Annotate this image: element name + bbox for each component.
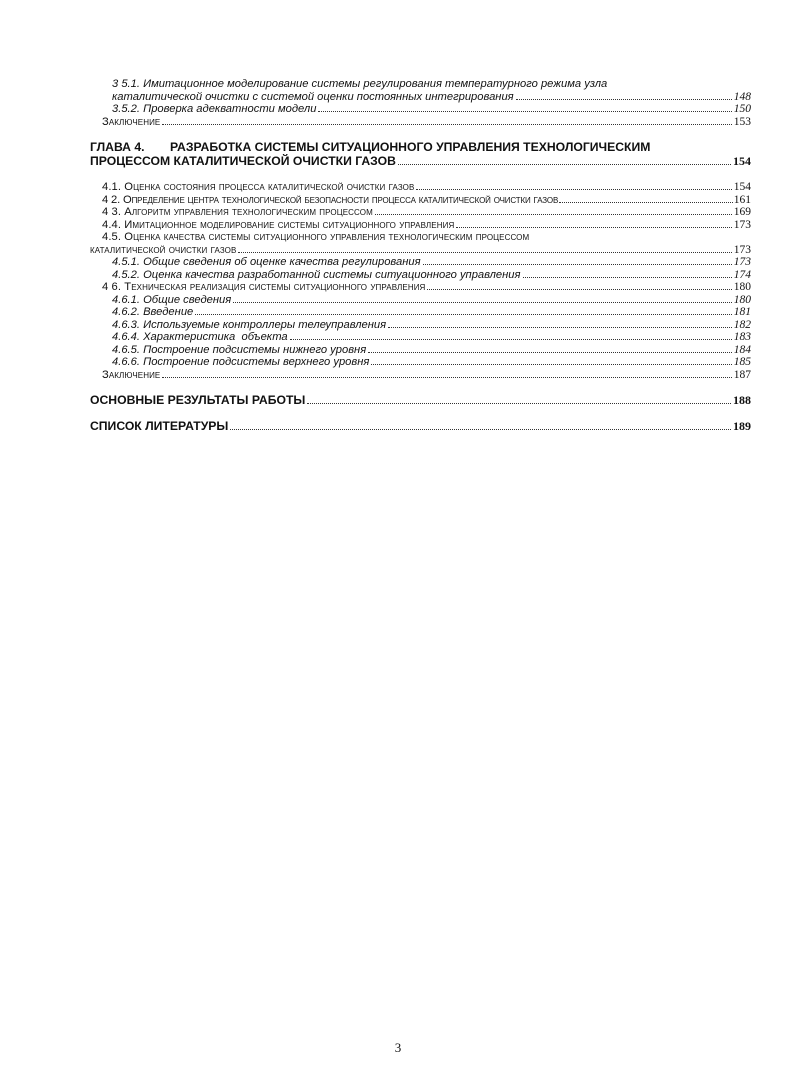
toc-page-number: 173	[733, 218, 751, 231]
toc-entry-title: каталитической очистки с системой оценки постоянных интегрирования	[112, 90, 514, 103]
toc-entry-4-1[interactable]	[90, 181, 751, 194]
toc-page-number: 184	[733, 343, 751, 356]
toc-entry-4-2[interactable]	[90, 194, 751, 207]
toc-entry-title: 4.6.5. Построение подсистемы нижнего уровня	[112, 343, 367, 356]
toc-entry-title: 4.6.6. Построение подсистемы верхнего уровня	[112, 356, 370, 368]
chapter-number: ГЛАВА 4.	[90, 140, 145, 154]
table-of-contents	[90, 78, 751, 433]
toc-entry-4-6-3[interactable]	[90, 319, 751, 332]
toc-entry-title: Заключение	[102, 368, 161, 381]
toc-entry-title: 4.6.1. Общие сведения	[112, 293, 232, 306]
toc-page-number: 161	[733, 193, 751, 206]
toc-entry-chapter4-conclusion[interactable]	[90, 369, 751, 382]
toc-entry-title: 4.5.1. Общие сведения об оценке качества регулирования	[112, 256, 421, 268]
dot-leader	[368, 351, 732, 353]
toc-entry-title: 3.5.2. Проверка адекватности модели	[112, 103, 317, 115]
dot-leader	[416, 188, 731, 190]
dot-leader	[516, 98, 732, 100]
dot-leader	[230, 428, 731, 430]
dot-leader	[238, 251, 731, 253]
toc-entry-title: Заключение	[102, 115, 161, 128]
toc-entry-4-3[interactable]	[90, 206, 751, 219]
dot-leader	[388, 326, 732, 328]
toc-entry-chapter3-conclusion[interactable]	[90, 116, 751, 129]
toc-entry-4-6[interactable]	[90, 281, 751, 294]
toc-entry-3-5-1[interactable]	[90, 78, 751, 103]
toc-page-number: 150	[733, 103, 751, 115]
toc-entry-title: СПИСОК ЛИТЕРАТУРЫ	[90, 419, 229, 433]
dot-leader	[559, 201, 733, 203]
toc-entry-4-4[interactable]	[90, 219, 751, 232]
toc-entry-4-5-2[interactable]	[90, 269, 751, 282]
toc-entry-4-6-6[interactable]	[90, 356, 751, 369]
toc-page-number: 181	[733, 306, 751, 318]
dot-leader	[162, 123, 731, 125]
toc-page-number: 188	[733, 393, 751, 407]
toc-page-number: 153	[733, 115, 751, 128]
toc-page-number: 173	[733, 256, 751, 268]
toc-entry-title-line1: 3 5.1. Имитационное моделирование системы регулирования температурного режима узла	[112, 78, 608, 90]
toc-page-number: 180	[733, 281, 751, 293]
dot-leader	[318, 110, 731, 112]
dot-leader	[398, 163, 731, 165]
toc-entry-4-5[interactable]	[90, 231, 751, 256]
toc-page-number: 169	[733, 206, 751, 218]
dot-leader	[423, 263, 732, 265]
toc-entry-4-6-1[interactable]	[90, 294, 751, 307]
dot-leader	[233, 301, 732, 303]
toc-entry-title: 4 6. Техническая реализация системы ситуационного управления	[102, 281, 426, 293]
dot-leader	[523, 276, 732, 278]
dot-leader	[427, 288, 731, 290]
toc-page-number: 154	[733, 154, 751, 168]
toc-entry-references[interactable]	[90, 419, 751, 433]
toc-entry-title: 4 2. Определение центра технологической безопасности процесса каталитической очистки газов	[102, 193, 559, 206]
toc-entry-title: 4.1. Оценка состояния процесса каталитической очистки газов	[102, 181, 415, 193]
chapter-title: РАЗРАБОТКА СИСТЕМЫ СИТУАЦИОННОГО УПРАВЛЕНИЯ ТЕХНОЛОГИЧЕСКИМ	[170, 140, 651, 154]
toc-entry-title: 4.6.3. Используемые контроллеры телеуправления	[112, 318, 387, 331]
toc-chapter-4[interactable]	[90, 140, 751, 168]
toc-entry-4-6-5[interactable]	[90, 344, 751, 357]
toc-page-number: 182	[733, 318, 751, 331]
toc-entry-title: 4.6.2. Введение	[112, 306, 194, 318]
toc-entry-4-6-2[interactable]	[90, 306, 751, 319]
toc-entry-3-5-2[interactable]	[90, 103, 751, 116]
chapter-title-line1	[90, 140, 751, 154]
toc-entry-title: 4.5.2. Оценка качества разработанной системы ситуационного управления	[112, 268, 521, 281]
toc-page-number: 154	[733, 181, 751, 193]
dot-leader	[290, 338, 732, 340]
chapter-title-line2: ПРОЦЕССОМ КАТАЛИТИЧЕСКОЙ ОЧИСТКИ ГАЗОВ	[90, 154, 396, 168]
toc-page-number: 187	[733, 368, 751, 381]
toc-entry-title: 4 3. Алгоритм управления технологическим процессом	[102, 206, 373, 218]
toc-entry-title: 4.6.4. Характеристика объекта	[112, 331, 288, 343]
dot-leader	[375, 213, 732, 215]
toc-entry-title: каталитической очистки газов	[90, 243, 237, 256]
toc-page-number: 148	[733, 90, 751, 103]
toc-page-number: 180	[733, 293, 751, 306]
toc-page-number: 189	[733, 419, 751, 433]
toc-entry-main-results[interactable]	[90, 393, 751, 407]
toc-entry-title-line1: 4.5. Оценка качества системы ситуационного управления технологическим процессом	[102, 231, 530, 243]
page-number: 3	[394, 1040, 402, 1055]
dot-leader	[371, 363, 731, 365]
toc-page-number: 183	[733, 331, 751, 343]
toc-page-number: 185	[733, 356, 751, 368]
toc-page-number: 174	[733, 268, 751, 281]
toc-entry-4-6-4[interactable]	[90, 331, 751, 344]
toc-entry-title: 4.4. Имитационное моделирование системы ситуационного управления	[102, 218, 455, 231]
dot-leader	[307, 402, 731, 404]
dot-leader	[162, 376, 731, 378]
toc-entry-title: ОСНОВНЫЕ РЕЗУЛЬТАТЫ РАБОТЫ	[90, 393, 306, 407]
dot-leader	[456, 226, 731, 228]
toc-page-number: 173	[733, 243, 751, 256]
dot-leader	[195, 313, 731, 315]
toc-entry-4-5-1[interactable]	[90, 256, 751, 269]
